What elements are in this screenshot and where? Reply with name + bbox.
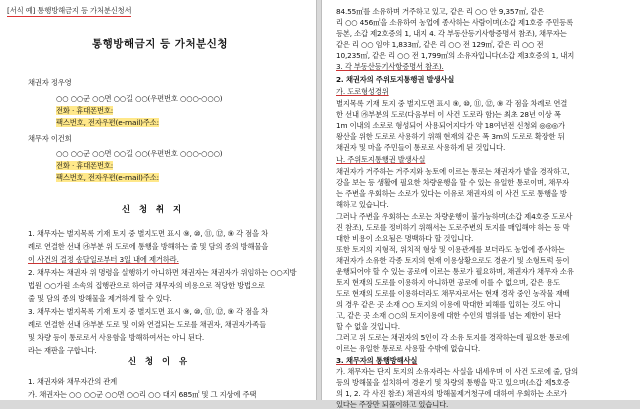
- debtor-phone: [56, 161, 113, 170]
- body-line: 토지 현재의 도로를 이용하지 아니하면 공로에 이를 수 없으며, 같은 용도: [336, 278, 560, 287]
- debtor-fax-label: 팩스번호, 전자우편(e-mail)주소:: [56, 173, 159, 182]
- purpose-line: 례로 연결한 선내 ㉮부분 도로 및 이와 연결되는 도로를 채권자, 채권자가족들: [28, 320, 266, 329]
- body-line: 운행되어야 할 수 있는 공로에 이르는 통로가 필요하며, 채권자가 채무자 소유: [336, 267, 574, 276]
- body-line: 도로 현재의 도로를 이용하더라도 채무자로서는 현재 경작 중인 농작물 재배: [336, 289, 570, 298]
- body-line: 84.55㎡를 소유하며 거주하고 있고, 같은 리 ○○ 안 9,357㎡, 같은: [336, 7, 545, 16]
- creditor-fax: [56, 118, 159, 127]
- creditor-fax-label: 팩스번호, 전자우편(e-mail)주소:: [56, 118, 159, 127]
- body-line: 의 1, 2. 각 사진 참조) 채권자의 방해물제거청구에 대하여 우회하는 소로가: [336, 389, 567, 398]
- body-line: 의 경우 같은 곳 소재 ○○ 토지의 이용에 막대한 피해를 입히는 것도 아니: [336, 300, 561, 309]
- purpose-line: 례로 연결한 선내 ㉮부분 위 도로에 통행을 방해하는 줄 및 담의 종의 방해물을: [28, 242, 269, 251]
- form-tag: [서식 예] 통행방해금지 등 가처분신청서: [7, 6, 132, 15]
- purpose-line: 및 차량 등이 통로로서 사용함을 방해하여서는 아니 된다.: [28, 333, 205, 342]
- section-heading: 3. 채무자의 통행방해사실: [336, 356, 418, 365]
- creditor-phone-label: 전화 · 휴대폰번호:: [56, 106, 114, 115]
- body-line: 등본, 소갑 제2호증의 1, 내지 4. 각 부동산등기사항증명서 참조), 채무자는: [336, 29, 567, 38]
- purpose-line: 줄 및 담의 종의 방해물을 제거하게 할 수 있다.: [28, 294, 172, 303]
- body-line: 채권자 및 마을 주민들이 통로로 사용하게 된 것입니다.: [336, 143, 506, 152]
- purpose-line: 1. 채무자는 별지목록 기재 토지 중 별지도면 표시 ⑨, ⑩, ⑪, ⑫, ⑨ 각 점을 차: [28, 229, 269, 238]
- body-line: 또한 토지의 지형적, 위치적 형상 및 이용관계를 보더라도 농업에 종사하는: [336, 245, 565, 254]
- body-line: 이르는 유일한 통로로 사용할 수밖에 없습니다.: [336, 344, 481, 353]
- body-line: 왕산을 위한 도로로 사용하기 위해 현재의 같은 폭 3m의 도로로 확장한 뒤: [336, 132, 565, 141]
- reason-heading: 신 청 이 유: [128, 356, 191, 366]
- body-line: 고, 같은 곳 소재 ○○의 토지이용에 대한 수인의 범위를 넘는 제한이 된다: [336, 311, 561, 320]
- body-line: 해하고 있습니다.: [336, 200, 389, 209]
- document-title: 통행방해금지 등 가처분신청: [92, 38, 229, 50]
- reason-line: 가. 채권자는 ○○ ○○군 ○○면 ○○리 ○○ 대지 685㎡ 및 그 지상에 주택: [28, 390, 257, 399]
- body-line: 3. 각 부동산등기사항증명서 참조).: [336, 62, 444, 71]
- body-line: 그러고 위 도로는 채권자의 5인이 각 소유 토지를 경작하는데 필요한 통로에: [336, 333, 570, 342]
- body-line: 같은 리 ○○ 임야 1,833㎡, 같은 리 ○○ 전 129㎡, 같은 리 ○○ 전: [336, 40, 544, 49]
- body-line: 가. 채무자는 단지 토지의 소유자라는 사실을 내세우며 이 사건 도로에 줄, 담의: [336, 367, 579, 376]
- body-line: 있다는 주장만 되풀이하고 있습니다.: [336, 400, 449, 409]
- subsection-heading: 가. 도로형성경위: [336, 87, 389, 96]
- body-line: 1m 이내의 소로로 형성되어 사용되어지다가 약 18여년전 신청외 ◎◎◎가: [336, 121, 565, 130]
- purpose-heading: 신 청 취 지: [122, 204, 185, 214]
- debtor-phone-label: 전화 · 휴대폰번호:: [56, 161, 114, 170]
- body-line: 는 주변을 우회하는 소로가 있다는 이유로 채권자의 이 사건 도로 통행을 방: [336, 189, 567, 198]
- body-line: 대한 비용이 소요됨은 명백하다 할 것입니다.: [336, 234, 474, 243]
- body-line: 강을 보는 등 생활에 필요한 차량운행을 할 수 있는 유일한 통로이며, 채무자: [336, 178, 569, 187]
- body-line: 채권자가 거주하는 거주지와 농토에 이르는 통로는 채권자가 밭을 경작하고,: [336, 167, 570, 176]
- creditor-address: ○○ ○○군 ○○면 ○○길 ○○(우편번호 ○○○-○○○): [56, 94, 223, 103]
- body-line: 10,235㎡, 같은 리 ○○ 전 1,799㎡의 소유자입니다(소갑 제3호증의 1, 내지: [336, 51, 575, 60]
- subsection-heading: 나. 주위토지통행권 발생사실: [336, 155, 426, 164]
- purpose-line: 법원 ○○가원 소속의 집행관으로 하여금 채무자의 비용으로 적당한 방법으로: [28, 281, 265, 290]
- purpose-line: 이 사건의 결정 송달일로부터 3일 내에 제거하라.: [28, 255, 179, 264]
- creditor-label: 채권자 정우영: [28, 78, 72, 87]
- debtor-fax: [56, 173, 159, 182]
- body-line: 별지목록 기재 토지 중 별지도면 표시 ⑨, ⑩, ⑪, ⑫, ⑨ 각 점을 차례로 연결: [336, 99, 568, 108]
- debtor-label: 채무자 이건희: [28, 134, 72, 143]
- body-line: 채권자가 소유한 각종 토지의 현재 이용상황으로도 경운기 및 소형트럭 등이: [336, 256, 570, 265]
- debtor-address: ○○ ○○군 ○○면 ○○길 ○○(우편번호 ○○○-○○○): [56, 149, 223, 158]
- document-page-left: [0, 0, 317, 400]
- body-line: 리 ○○ 456㎡을 소유하여 농업에 종사하는 사람이며(소갑 제1호증 주민등록: [336, 18, 573, 27]
- reason-line: 1. 채권자와 채무자간의 관계: [28, 377, 118, 386]
- purpose-line: 3. 채무자는 별지목록 기재 토지 중 별지도면 표시 ⑨, ⑩, ⑪, ⑫, ⑨ 각 점을 차: [28, 307, 269, 316]
- creditor-phone: [56, 106, 113, 115]
- body-line: 그러나 주변을 우회하는 소로는 차량운행이 불가능하며(소갑 제4호증 도로사: [336, 212, 573, 221]
- purpose-line: 2. 채무자는 채권자 위 명령을 실행하기 아니하면 채권자는 채권자가 위임하는 ○○지방: [28, 268, 297, 277]
- section-heading: 2. 채권자의 주위토지통행권 발생사실: [336, 75, 455, 84]
- document-page-right: [321, 0, 640, 409]
- body-line: 한 선내 ㉮부분의 도로(다음부터 이 사건 도로라 함)는 최초 28년 이상 폭: [336, 110, 561, 119]
- body-line: 진 참조), 도로를 정비하기 위해서는 도로주변의 토지를 매입해야 하는 등 막: [336, 223, 570, 232]
- purpose-line: 라는 재판을 구합니다.: [28, 346, 97, 355]
- body-line: 등의 방해물을 설치하여 경운기 및 차량의 통행을 막고 있으며(소갑 제5호증: [336, 378, 570, 387]
- body-line: 할 수 없을 것입니다.: [336, 322, 400, 331]
